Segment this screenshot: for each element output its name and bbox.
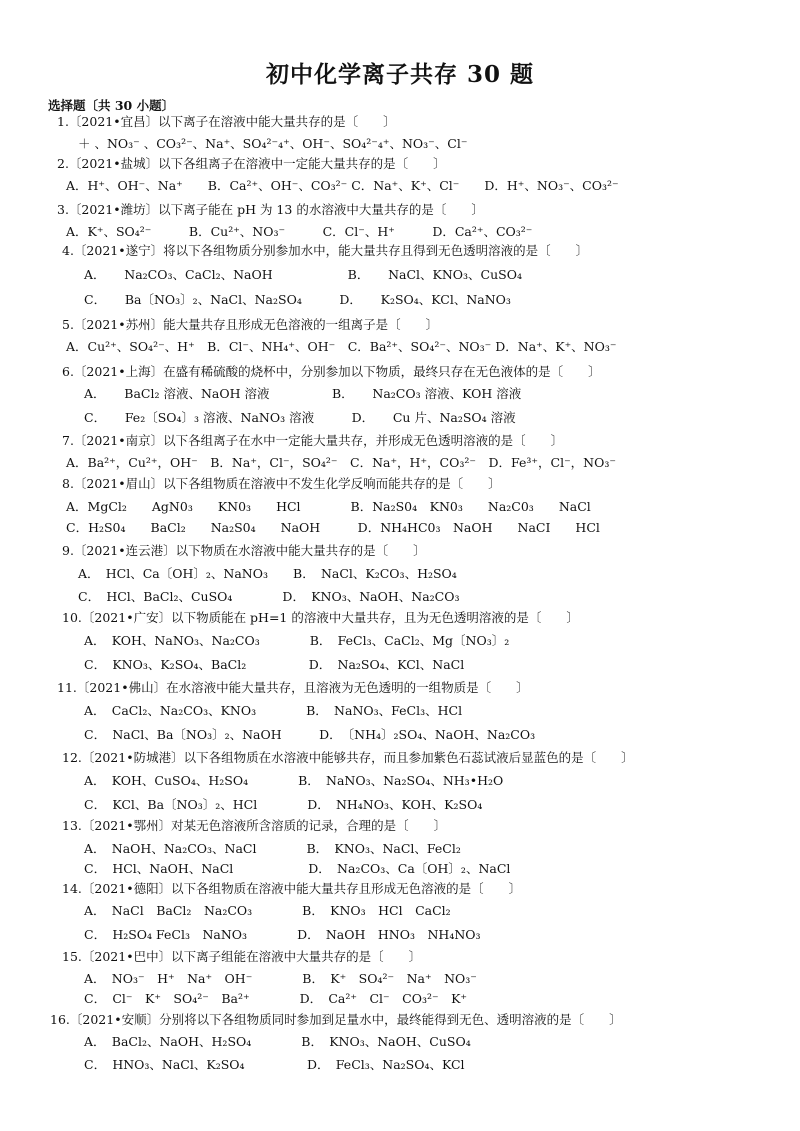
question-13-stem: 13.〔2021•鄂州〕对某无色溶液所含溶质的记录，合理的是〔 〕 <box>62 818 447 833</box>
question-14-stem: 14.〔2021•德阳〕以下各组物质在溶液中能大量共存且形成无色溶液的是〔 〕 <box>62 881 522 896</box>
question-9-options-cd: C． HCl、BaCl₂、CuSO₄ D． KNO₃、NaOH、Na₂CO₃ <box>78 589 460 604</box>
question-6-stem: 6.〔2021•上海〕在盛有稀硫酸的烧杯中，分别参加以下物质，最终只存在无色液体的是〔 〕 <box>62 364 601 379</box>
page-title: 初中化学离子共存 30 题 <box>265 61 535 88</box>
question-9-stem: 9.〔2021•连云港〕以下物质在水溶液中能大量共存的是〔 〕 <box>62 543 426 558</box>
question-11-stem: 11.〔2021•佛山〕在水溶液中能大量共存，且溶液为无色透明的一组物质是〔 〕 <box>57 680 529 695</box>
question-5-options: A．Cu²⁺、SO₄²⁻、H⁺ B．Cl⁻、NH₄⁺、OH⁻ C．Ba²⁺、SO₄²⁻、NO₃⁻ D．Na⁺、K⁺、NO₃⁻ <box>66 339 617 354</box>
question-10-options-cd: C． KNO₃、K₂SO₄、BaCl₂ D． Na₂SO₄、KCl、NaCl <box>84 657 465 672</box>
question-11-options-ab: A． CaCl₂、Na₂CO₃、KNO₃ B． NaNO₃、FeCl₃、HCl <box>84 703 463 718</box>
question-14-options-ab: A． NaCl BaCl₂ Na₂CO₃ B． KNO₃ HCl CaCl₂ <box>84 903 451 918</box>
question-16-options-cd: C． HNO₃、NaCl、K₂SO₄ D． FeCl₃、Na₂SO₄、KCl <box>84 1057 465 1072</box>
question-16-options-ab: A． BaCl₂、NaOH、H₂SO₄ B． KNO₃、NaOH、CuSO₄ <box>84 1034 471 1049</box>
question-12-options-cd: C． KCl、Ba〔NO₃〕₂、HCl D． NH₄NO₃、KOH、K₂SO₄ <box>84 797 483 812</box>
question-15-options-ab: A． NO₃⁻ H⁺ Na⁺ OH⁻ B． K⁺ SO₄²⁻ Na⁺ NO₃⁻ <box>84 971 477 986</box>
question-2-stem: 2.〔2021•盐城〕以下各组离子在溶液中一定能大量共存的是〔 〕 <box>57 156 446 171</box>
question-2-options: A．H⁺、OH⁻、Na⁺ B．Ca²⁺、OH⁻、CO₃²⁻ C．Na⁺、K⁺、Cl⁻ D．H⁺、NO₃⁻、CO₃²⁻ <box>66 178 619 193</box>
question-16-stem: 16.〔2021•安顺〕分别将以下各组物质同时参加到足量水中，最终能得到无色、透明溶液的是〔 〕 <box>50 1012 622 1027</box>
question-10-stem: 10.〔2021•广安〕以下物质能在 pH=1 的溶液中大量共存，且为无色透明溶液的是〔 〕 <box>62 610 579 625</box>
question-12-options-ab: A． KOH、CuSO₄、H₂SO₄ B． NaNO₃、Na₂SO₄、NH₃•H₂O <box>84 773 504 788</box>
question-8-options-cd: C．H₂S0₄ BaCl₂ Na₂S0₄ NaOH D．NH₄HC0₃ NaOH NaCI HCl <box>66 520 600 535</box>
question-6-options-cd: C． Fe₂〔SO₄〕₃ 溶液、NaNO₃ 溶液 D． Cu 片、Na₂SO₄ 溶液 <box>84 410 516 425</box>
question-7-stem: 7.〔2021•南京〕以下各组离子在水中一定能大量共存，并形成无色透明溶液的是〔 〕 <box>62 433 564 448</box>
question-12-stem: 12.〔2021•防城港〕以下各组物质在水溶液中能够共存，而且参加紫色石蕊试液后显蓝色的是〔 〕 <box>62 750 634 765</box>
question-3-stem: 3.〔2021•潍坊〕以下离子能在 pH 为 13 的水溶液中大量共存的是〔 〕 <box>57 202 484 217</box>
question-4-options-cd: C． Ba〔NO₃〕₂、NaCl、Na₂SO₄ D． K₂SO₄、KCl、NaNO₃ <box>84 292 511 307</box>
question-3-options: A．K⁺、SO₄²⁻ B．Cu²⁺、NO₃⁻ C．Cl⁻、H⁺ D．Ca²⁺、CO₃²⁻ <box>66 224 533 239</box>
question-6-options-ab: A． BaCl₂ 溶液、NaOH 溶液 B． Na₂CO₃ 溶液、KOH 溶液 <box>84 386 522 401</box>
question-14-options-cd: C． H₂SO₄ FeCl₃ NaNO₃ D． NaOH HNO₃ NH₄NO₃ <box>84 927 481 942</box>
question-5-stem: 5.〔2021•苏州〕能大量共存且形成无色溶液的一组离子是〔 〕 <box>62 317 439 332</box>
question-9-options-ab: A． HCl、Ca〔OH〕₂、NaNO₃ B． NaCl、K₂CO₃、H₂SO₄ <box>78 566 457 581</box>
question-8-stem: 8.〔2021•眉山〕以下各组物质在溶液中不发生化学反响而能共存的是〔 〕 <box>62 476 501 491</box>
question-15-stem: 15.〔2021•巴中〕以下离子组能在溶液中大量共存的是〔 〕 <box>62 949 422 964</box>
question-10-options-ab: A． KOH、NaNO₃、Na₂CO₃ B． FeCl₃、CaCl₂、Mg〔NO₃〕₂ <box>84 633 510 648</box>
question-1-stem: 1.〔2021•宜昌〕以下离子在溶液中能大量共存的是〔 〕 <box>57 114 396 129</box>
question-13-options-ab: A． NaOH、Na₂CO₃、NaCl B． KNO₃、NaCl、FeCl₂ <box>84 841 461 856</box>
question-4-options-ab: A． Na₂CO₃、CaCl₂、NaOH B． NaCl、KNO₃、CuSO₄ <box>84 267 522 282</box>
question-15-options-cd: C． Cl⁻ K⁺ SO₄²⁻ Ba²⁺ D． Ca²⁺ Cl⁻ CO₃²⁻ K⁺ <box>84 991 468 1006</box>
question-13-options-cd: C． HCl、NaOH、NaCl D． Na₂CO₃、Ca〔OH〕₂、NaCl <box>84 861 511 876</box>
question-7-options: A．Ba²⁺，Cu²⁺，OH⁻ B．Na⁺，Cl⁻，SO₄²⁻ C．Na⁺，H⁺，CO₃²⁻ D．Fe³⁺，Cl⁻，NO₃⁻ <box>66 455 616 470</box>
section-heading: 选择题〔共 30 小题〕 <box>48 98 175 113</box>
question-1-ions: ＋ 、NO₃⁻ 、CO₃²⁻、Na⁺、SO₄²⁻₄⁺、OH⁻、SO₄²⁻₄⁺、NO₃⁻、Cl⁻ <box>78 136 468 151</box>
question-4-stem: 4.〔2021•遂宁〕将以下各组物质分别参加水中，能大量共存且得到无色透明溶液的是〔 〕 <box>62 243 589 258</box>
question-8-options-ab: A．MgCl₂ AgN0₃ KN0₃ HCl B．Na₂S0₄ KN0₃ Na₂C0₃ NaCl <box>66 499 591 514</box>
question-11-options-cd: C． NaCl、Ba〔NO₃〕₂、NaOH D． 〔NH₄〕₂SO₄、NaOH、Na₂CO₃ <box>84 727 536 742</box>
